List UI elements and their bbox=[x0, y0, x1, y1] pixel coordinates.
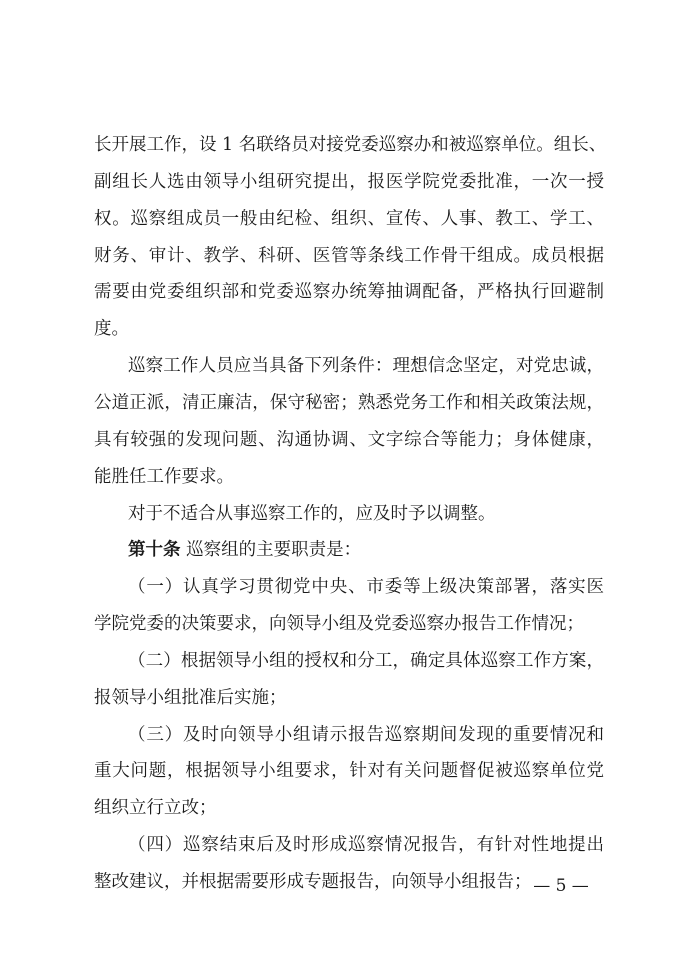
item-1-line-2: 学院党委的决策要求，向领导小组及党委巡察办报告工作情况； bbox=[94, 614, 584, 634]
item-3-line-3: 组织立行立改； bbox=[94, 798, 217, 818]
paragraph-1-line-2: 副组长人选由领导小组研究提出，报医学院党委批准，一次一授 bbox=[94, 172, 604, 192]
paragraph-2-line-2: 公道正派，清正廉洁，保守秘密；熟悉党务工作和相关政策法规， bbox=[94, 393, 604, 413]
paragraph-2-line-1: 巡察工作人员应当具备下列条件：理想信念坚定，对党忠诚， bbox=[128, 356, 604, 376]
paragraph-1-line-3: 权。巡察组成员一般由纪检、组织、宣传、人事、教工、学工、 bbox=[94, 209, 604, 229]
article-10-label: 第十条 bbox=[128, 540, 181, 560]
paragraph-1-line-1: 长开展工作，设 1 名联络员对接党委巡察办和被巡察单位。组长、 bbox=[94, 135, 607, 155]
article-10-text: 巡察组的主要职责是： bbox=[186, 540, 362, 560]
paragraph-2-line-4: 能胜任工作要求。 bbox=[94, 467, 234, 487]
item-2-line-1: （二）根据领导小组的授权和分工，确定具体巡察工作方案， bbox=[128, 651, 604, 671]
paragraph-1-line-5: 需要由党委组织部和党委巡察办统筹抽调配备，严格执行回避制 bbox=[94, 282, 604, 302]
item-3-line-1: （三）及时向领导小组请示报告巡察期间发现的重要情况和 bbox=[128, 725, 604, 745]
paragraph-3-line-1: 对于不适合从事巡察工作的，应及时予以调整。 bbox=[128, 504, 496, 524]
item-3-line-2: 重大问题，根据领导小组要求，针对有关问题督促被巡察单位党 bbox=[94, 761, 604, 781]
page-number: — 5 — bbox=[533, 876, 589, 896]
item-4-line-2: 整改建议，并根据需要形成专题报告，向领导小组报告； bbox=[94, 872, 532, 892]
paragraph-2-line-3: 具有较强的发现问题、沟通协调、文字综合等能力；身体健康， bbox=[94, 430, 604, 450]
article-10-heading bbox=[128, 534, 604, 566]
item-2-line-2: 报领导小组批准后实施； bbox=[94, 688, 287, 708]
item-1-line-1: （一）认真学习贯彻党中央、市委等上级决策部署，落实医 bbox=[128, 577, 604, 597]
paragraph-1-line-6: 度。 bbox=[94, 319, 129, 339]
item-4-line-1: （四）巡察结束后及时形成巡察情况报告，有针对性地提出 bbox=[128, 835, 604, 855]
paragraph-1-line-4: 财务、审计、教学、科研、医管等条线工作骨干组成。成员根据 bbox=[94, 246, 604, 266]
